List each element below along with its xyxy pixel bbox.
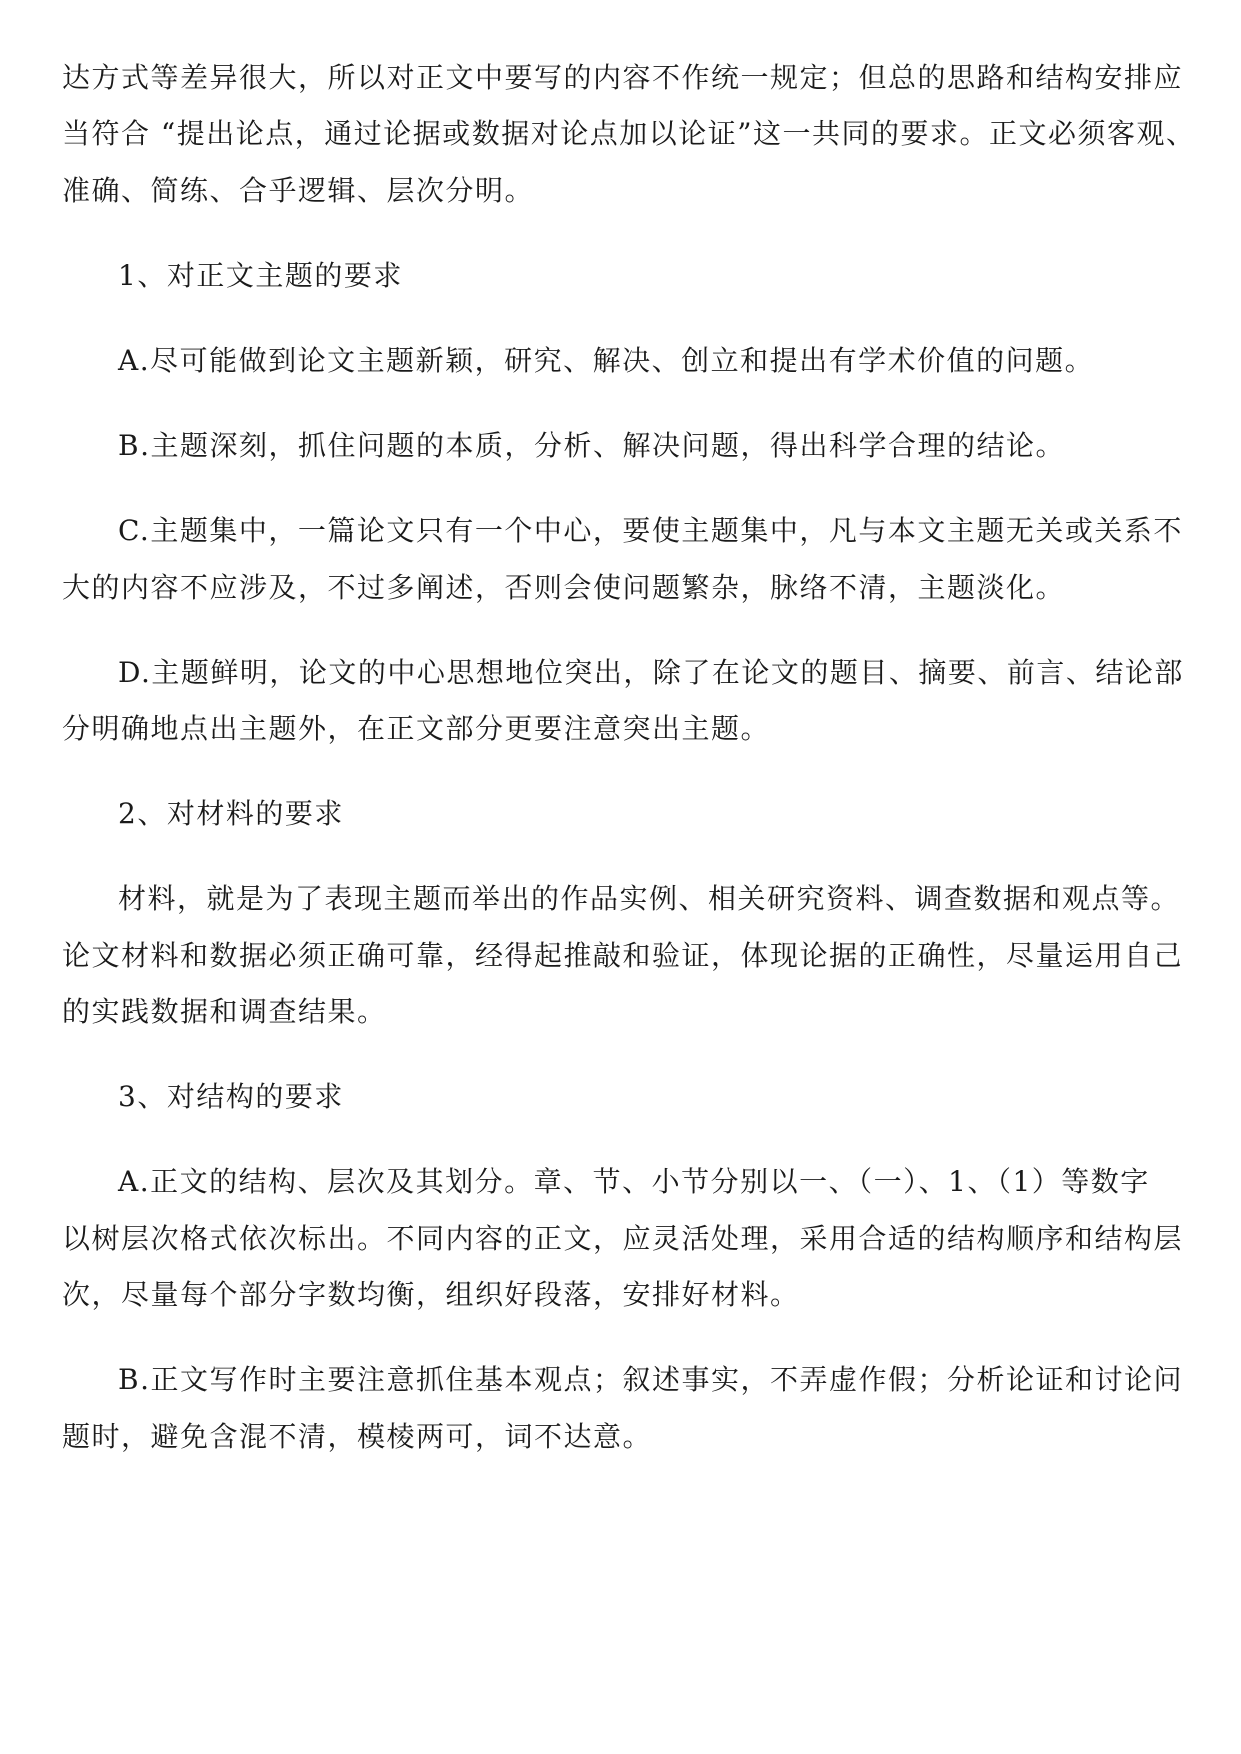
paragraph-line: 以树层次格式依次标出。不同内容的正文，应灵活处理，采用合适的结构顺序和结构层 (62, 1222, 1184, 1255)
paragraph-line: A.正文的结构、层次及其划分。章、节、小节分别以一、（一）、1、（1）等数字 (118, 1165, 1150, 1198)
paragraph-line: 分明确地点出主题外，在正文部分更要注意突出主题。 (62, 712, 771, 745)
paragraph-line: 题时，避免含混不清，模棱两可，词不达意。 (62, 1420, 653, 1453)
intro-line: 达方式等差异很大，所以对正文中要写的内容不作统一规定；但总的思路和结构安排应 (62, 61, 1184, 94)
paragraph-line: 论文材料和数据必须正确可靠，经得起推敲和验证，体现论据的正确性，尽量运用自己 (62, 939, 1184, 972)
intro-line: 当符合 “提出论点，通过论据或数据对论点加以论证”这一共同的要求。正文必须客观、 (62, 117, 1196, 150)
paragraph-line: 的实践数据和调查结果。 (62, 995, 387, 1028)
paragraph-line: D.主题鲜明，论文的中心思想地位突出，除了在论文的题目、摘要、前言、结论部 (118, 656, 1184, 689)
section-heading: 1、对正文主题的要求 (118, 259, 403, 292)
paragraph-line: 次，尽量每个部分字数均衡，组织好段落，安排好材料。 (62, 1278, 800, 1311)
paragraph-line: B.主题深刻，抓住问题的本质，分析、解决问题，得出科学合理的结论。 (118, 429, 1065, 462)
intro-line: 准确、简练、合乎逻辑、层次分明。 (62, 174, 535, 207)
section-heading: 3、对结构的要求 (118, 1080, 344, 1113)
paragraph-line: B.正文写作时主要注意抓住基本观点；叙述事实，不弄虚作假；分析论证和讨论问 (118, 1363, 1183, 1396)
paragraph-line: C.主题集中，一篇论文只有一个中心，要使主题集中，凡与本文主题无关或关系不 (118, 514, 1183, 547)
paragraph-line: 大的内容不应涉及，不过多阐述，否则会使问题繁杂，脉络不清，主题淡化。 (62, 571, 1066, 604)
paragraph-line: A.尽可能做到论文主题新颖，研究、解决、创立和提出有学术价值的问题。 (118, 344, 1095, 377)
section-heading: 2、对材料的要求 (118, 797, 344, 830)
paragraph-line: 材料，就是为了表现主题而举出的作品实例、相关研究资料、调查数据和观点等。 (118, 882, 1181, 915)
